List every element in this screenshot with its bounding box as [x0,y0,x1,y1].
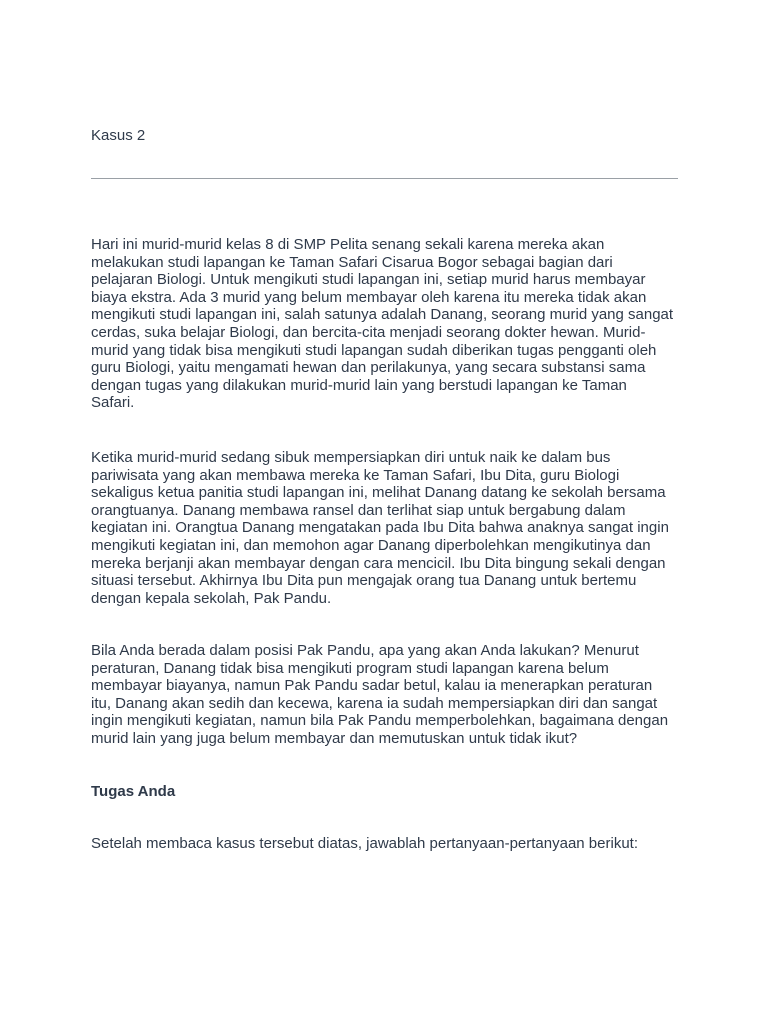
case-title: Kasus 2 [91,127,146,144]
paragraph-case-intro: Hari ini murid-murid kelas 8 di SMP Pelita senang sekali karena mereka akan melakukan studi lapangan ke Taman Safari Cisarua Bogor sebagai bagian dari pelajaran Biologi. Untuk mengikuti studi lapangan ini, setiap murid harus membayar biaya ekstra. Ada 3 murid yang belum membayar oleh karena itu mereka tidak akan mengikuti studi lapangan ini, salah satunya adalah Danang, seorang murid yang sangat cerdas, suka belajar Biologi, dan bercita-cita menjadi seorang dokter hewan. Murid- murid yang tidak bisa mengikuti studi lapangan sudah diberikan tugas pengganti oleh guru Biologi, yaitu mengamati hewan dan perilakunya, yang secara substansi sama dengan tugas yang dilakukan murid-murid lain yang berstudi lapangan ke Taman Safari. [91,236,674,412]
horizontal-divider [91,178,678,179]
paragraph-case-situation: Ketika murid-murid sedang sibuk mempersiapkan diri untuk naik ke dalam bus pariwisata yang akan membawa mereka ke Taman Safari, Ibu Dita, guru Biologi sekaligus ketua panitia studi lapangan ini, melihat Danang datang ke sekolah bersama orangtuanya. Danang membawa ransel dan terlihat siap untuk bergabung dalam kegiatan ini. Orangtua Danang mengatakan pada Ibu Dita bahwa anaknya sangat ingin mengikuti kegiatan ini, dan memohon agar Danang diperbolehkan mengikutinya dan mereka berjanji akan membayar dengan cara mencicil. Ibu Dita bingung sekali dengan situasi tersebut. Akhirnya Ibu Dita pun mengajak orang tua Danang untuk bertemu dengan kepala sekolah, Pak Pandu. [91,449,669,607]
paragraph-case-dilemma: Bila Anda berada dalam posisi Pak Pandu, apa yang akan Anda lakukan? Menurut peraturan, Danang tidak bisa mengikuti program studi lapangan karena belum membayar biayanya, namun Pak Pandu sadar betul, kalau ia menerapkan peraturan itu, Danang akan sedih dan kecewa, karena ia sudah mempersiapkan diri dan sangat ingin mengikuti kegiatan, namun bila Pak Pandu memperbolehkan, bagaimana dengan murid lain yang juga belum membayar dan memutuskan untuk tidak ikut? [91,642,669,747]
task-instruction: Setelah membaca kasus tersebut diatas, jawablah pertanyaan-pertanyaan berikut: [91,835,638,852]
task-heading: Tugas Anda [91,783,176,800]
